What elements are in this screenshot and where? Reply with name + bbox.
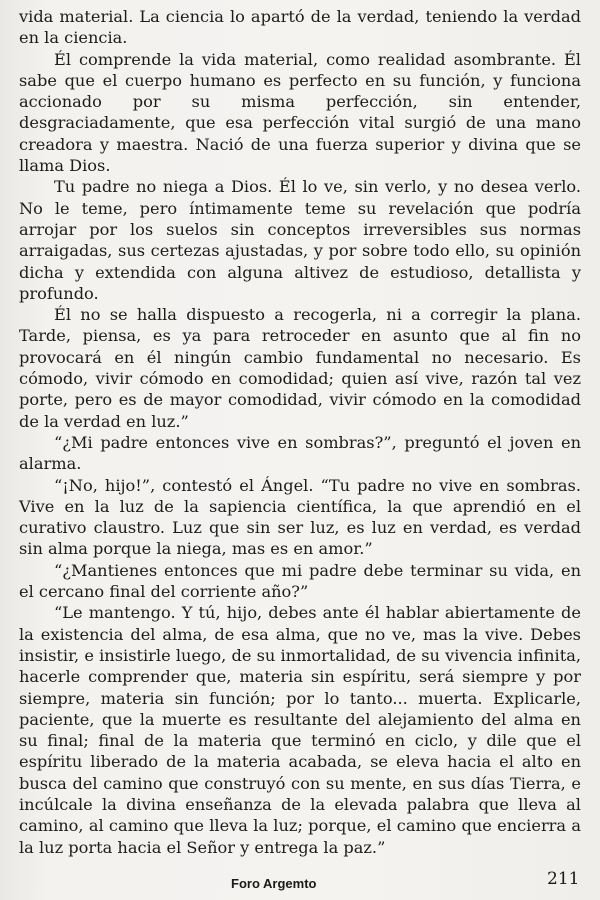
footer-watermark-label: Foro Argemto bbox=[231, 876, 317, 891]
paragraph-6: “¡No, hijo!”, contestó el Ángel. “Tu padre no vive en sombras. Vive en la luz de la sapiencia científica, la que aprendió en el curativo claustro. Luz que sin ser luz, es luz en verdad, es verdad sin alma porque la niega, mas es en amor.” bbox=[19, 475, 581, 559]
paragraph-8: “Le mantengo. Y tú, hijo, debes ante él hablar abiertamente de la existencia del alma, de esa alma, que no ve, mas la vive. Debes insistir, e insistirle luego, de su inmortalidad, de su vivencia infinita, hacerle comprender que, materia sin espíritu, será siempre y por siempre, materia sin función; por lo tanto... muerta. Explicarle, paciente, que la muerte es resultante del alejamiento del alma en su final; final de la materia que terminó en ciclo, y dile que el espíritu liberado de la materia acabada, se eleva hacia el alto en busca del camino que construyó con su mente, en sus días Tierra, e incúlcale la divina enseñanza de la elevada palabra que lleva al camino, al camino que lleva la luz; porque, el camino que encierra a la luz porta hacia el Señor y entrega la paz.” bbox=[19, 603, 581, 857]
body-text bbox=[19, 6, 581, 858]
paragraph-4: Él no se halla dispuesto a recogerla, ni a corregir la plana. Tarde, piensa, es ya para retroceder en asunto que al fin no provocará en él ningún cambio fundamental no necesario. Es cómodo, vivir cómodo en comodidad; quien así vive, razón tal vez porte, pero es de mayor comodidad, vivir cómodo en la comodidad de la verdad en luz.” bbox=[19, 305, 581, 431]
paragraph-7: “¿Mantienes entonces que mi padre debe terminar su vida, en el cercano final del corriente año?” bbox=[19, 560, 581, 602]
paragraph-3: Tu padre no niega a Dios. Él lo ve, sin verlo, y no desea verlo. No le teme, pero íntimamente teme su revelación que podría arrojar por los suelos sin conceptos irreversibles sus normas arraigadas, sus certezas ajustadas, y por sobre todo ello, su opinión dicha y extendida con alguna altivez de estudioso, detallista y profundo. bbox=[19, 177, 581, 303]
paragraph-1: vida material. La ciencia lo apartó de la verdad, teniendo la verdad en la ciencia. bbox=[19, 7, 581, 48]
paragraph-5: “¿Mi padre entonces vive en sombras?”, preguntó el joven en alarma. bbox=[19, 432, 581, 474]
page-number: 211 bbox=[547, 869, 580, 889]
paragraph-2: Él comprende la vida material, como realidad asombrante. Él sabe que el cuerpo humano es perfecto en su función, y funciona accionado por su misma perfección, sin entender, desgraciadamente, que esa perfección vital surgió de una mano creadora y maestra. Nació de una fuerza superior y divina que se llama Dios. bbox=[19, 49, 581, 176]
